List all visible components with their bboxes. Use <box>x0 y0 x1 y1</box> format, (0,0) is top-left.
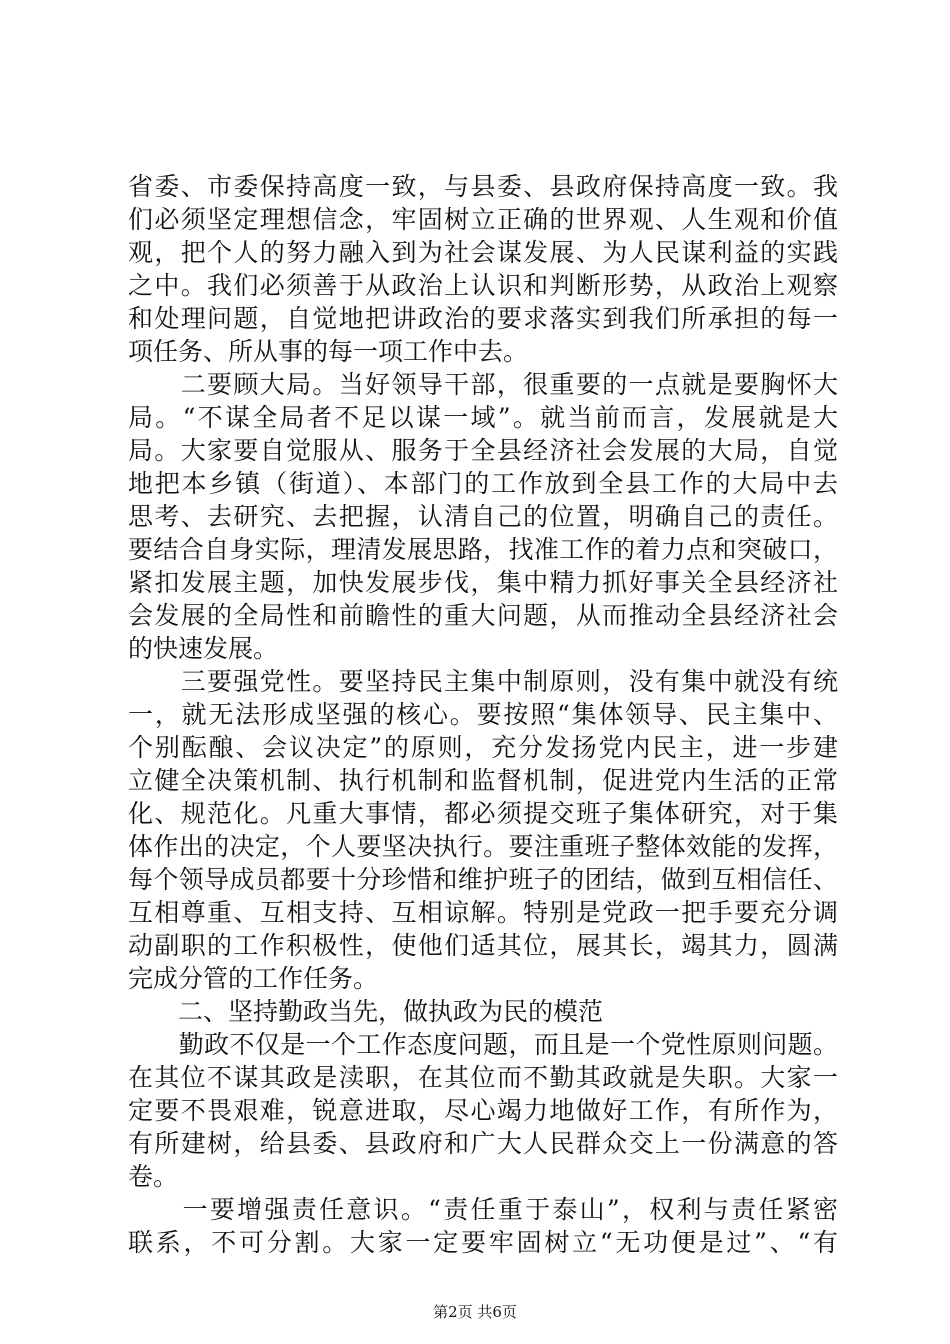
text-line: 局。大家要自觉服从、服务于全县经济社会发展的大局，自觉 <box>128 436 838 465</box>
text-line: 有所建树，给县委、县政府和广大人民群众交上一份满意的答 <box>128 1129 838 1158</box>
text-line: 观，把个人的努力融入到为社会谋发展、为人民谋利益的实践 <box>128 238 838 267</box>
text-line: 之中。我们必须善于从政治上认识和判断形势，从政治上观察 <box>128 271 838 300</box>
text-line: 联系，不可分割。大家一定要牢固树立“无功便是过”、“有 <box>128 1228 838 1257</box>
text-line: 在其位不谋其政是渎职，在其位而不勤其政就是失职。大家一 <box>128 1063 838 1092</box>
text-line: 省委、市委保持高度一致，与县委、县政府保持高度一致。我 <box>128 172 838 201</box>
text-line: 紧扣发展主题，加快发展步伐，集中精力抓好事关全县经济社 <box>128 568 838 597</box>
text-line: 和处理问题，自觉地把讲政治的要求落实到我们所承担的每一 <box>128 304 838 333</box>
text-line: 立健全决策机制、执行机制和监督机制，促进党内生活的正常 <box>128 766 838 795</box>
page-footer: 第2页 共6页 <box>433 1303 517 1321</box>
text-line: 地把本乡镇（街道）、本部门的工作放到全县工作的大局中去 <box>128 469 838 498</box>
text-line: 局。“不谋全局者不足以谋一域”。就当前而言，发展就是大 <box>128 403 838 432</box>
text-line: 二、坚持勤政当先，做执政为民的模范 <box>128 997 604 1026</box>
text-line: 们必须坚定理想信念，牢固树立正确的世界观、人生观和价值 <box>128 205 838 234</box>
text-line: 完成分管的工作任务。 <box>128 964 379 993</box>
text-line: 定要不畏艰难，锐意进取，尽心竭力地做好工作，有所作为， <box>128 1096 838 1125</box>
text-line: 二要顾大局。当好领导干部，很重要的一点就是要胸怀大 <box>128 370 838 399</box>
text-line: 勤政不仅是一个工作态度问题，而且是一个党性原则问题。 <box>128 1030 838 1059</box>
text-line: 要结合自身实际，理清发展思路，找准工作的着力点和突破口， <box>128 535 838 564</box>
text-line: 动副职的工作积极性，使他们适其位，展其长，竭其力，圆满 <box>128 931 838 960</box>
text-line: 思考、去研究、去把握，认清自己的位置，明确自己的责任。 <box>128 502 838 531</box>
text-line: 一要增强责任意识。“责任重于泰山”，权利与责任紧密 <box>128 1195 838 1224</box>
text-line: 个别酝酿、会议决定”的原则，充分发扬党内民主，进一步建 <box>128 733 838 762</box>
text-line: 项任务、所从事的每一项工作中去。 <box>128 337 529 366</box>
text-line: 一，就无法形成坚强的核心。要按照“集体领导、民主集中、 <box>128 700 838 729</box>
text-line: 的快速发展。 <box>128 634 279 663</box>
text-line: 每个领导成员都要十分珍惜和维护班子的团结，做到互相信任、 <box>128 865 838 894</box>
text-line: 化、规范化。凡重大事情，都必须提交班子集体研究，对于集 <box>128 799 838 828</box>
text-line: 体作出的决定，个人要坚决执行。要注重班子整体效能的发挥， <box>128 832 838 861</box>
text-line: 会发展的全局性和前瞻性的重大问题，从而推动全县经济社会 <box>128 601 838 630</box>
text-line: 互相尊重、互相支持、互相谅解。特别是党政一把手要充分调 <box>128 898 838 927</box>
text-line: 三要强党性。要坚持民主集中制原则，没有集中就没有统 <box>128 667 838 696</box>
document-body <box>128 170 838 1259</box>
text-line: 卷。 <box>128 1162 179 1191</box>
